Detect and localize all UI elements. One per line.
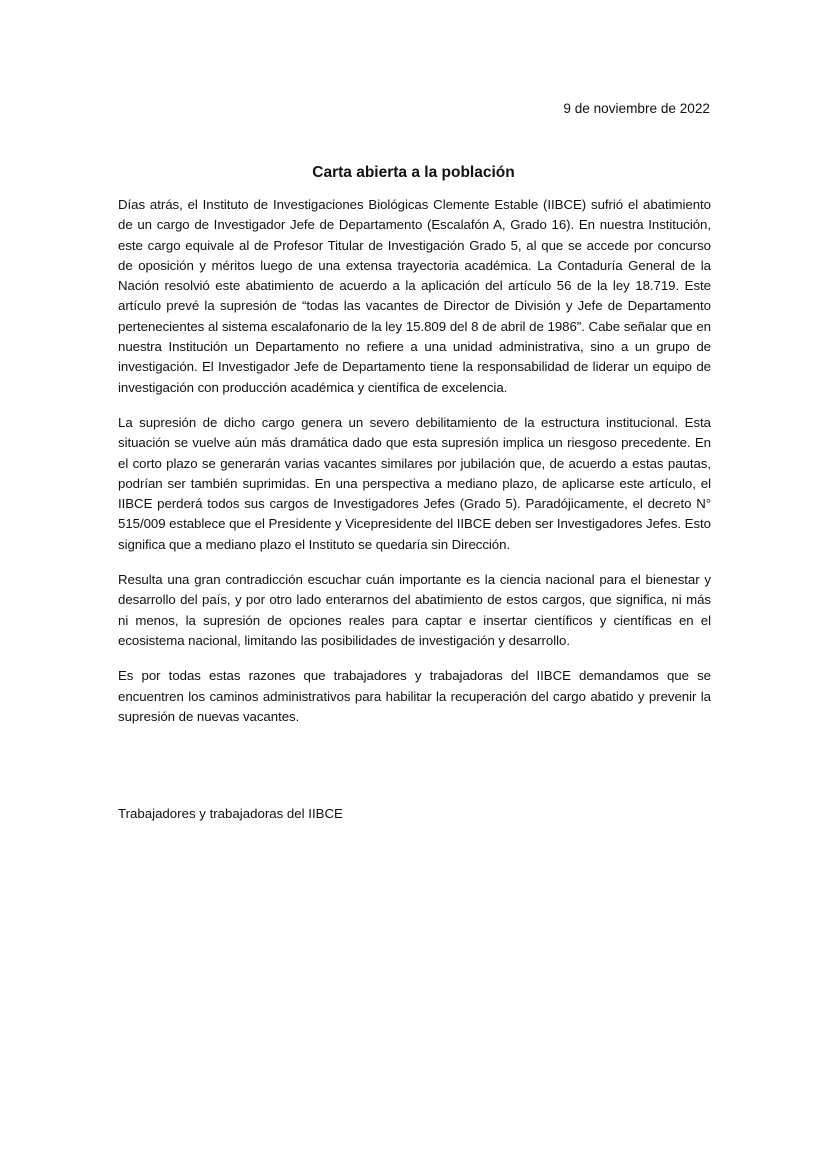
paragraph-1: Días atrás, el Instituto de Investigaciones Biológicas Clemente Estable (IIBCE) sufrió el abatimiento de un cargo de Investigador Jefe de Departamento (Escalafón A, Grado 16). En nuestra Institución, este cargo equivale al de Profesor Titular de Investigación Grado 5, al que se accede por concurso de oposición y méritos luego de una extensa trayectoria académica. La Contaduría General de la Nación resolvió este abatimiento de acuerdo a la aplicación del artículo 56 de la ley 18.719. Este artículo prevé la supresión de “todas las vacantes de Director de División y Jefe de Departamento pertenecientes al sistema escalafonario de la ley 15.809 del 8 de abril de 1986”. Cabe señalar que en nuestra Institución un Departamento no refiere a una unidad administrativa, sino a un grupo de investigación. El Investigador Jefe de Departamento tiene la responsabilidad de liderar un equipo de investigación con producción académica y científica de excelencia. <box>118 197 711 395</box>
letter-title: Carta abierta a la población <box>312 164 515 181</box>
letter-date: 9 de noviembre de 2022 <box>563 101 710 116</box>
paragraph-2: La supresión de dicho cargo genera un severo debilitamiento de la estructura institucional. Esta situación se vuelve aún más dramática dado que esta supresión implica un riesgoso precedente. En el corto plazo se generarán varias vacantes similares por jubilación que, de acuerdo a estas pautas, podrían ser también suprimidas. En una perspectiva a mediano plazo, de aplicarse este artículo, el IIBCE perderá todos sus cargos de Investigadores Jefes (Grado 5). Paradójicamente, el decreto N° 515/009 establece que el Presidente y Vicepresidente del IIBCE deben ser Investigadores Jefes. Esto significa que a mediano plazo el Instituto se quedaría sin Dirección. <box>118 414 711 552</box>
letter-body <box>118 195 711 742</box>
paragraph-4: Es por todas estas razones que trabajadores y trabajadoras del IIBCE demandamos que se encuentren los caminos administrativos para habilitar la recuperación del cargo abatido y prevenir la supresión de nuevas vacantes. <box>118 668 711 724</box>
paragraph-3: Resulta una gran contradicción escuchar cuán importante es la ciencia nacional para el bienestar y desarrollo del país, y por otro lado enterarnos del abatimiento de estos cargos, que significa, ni más ni menos, la supresión de opciones reales para captar e insertar científicos y científicas en el ecosistema nacional, limitando las posibilidades de investigación y desarrollo. <box>118 572 711 648</box>
letter-signature: Trabajadores y trabajadoras del IIBCE <box>118 806 343 821</box>
